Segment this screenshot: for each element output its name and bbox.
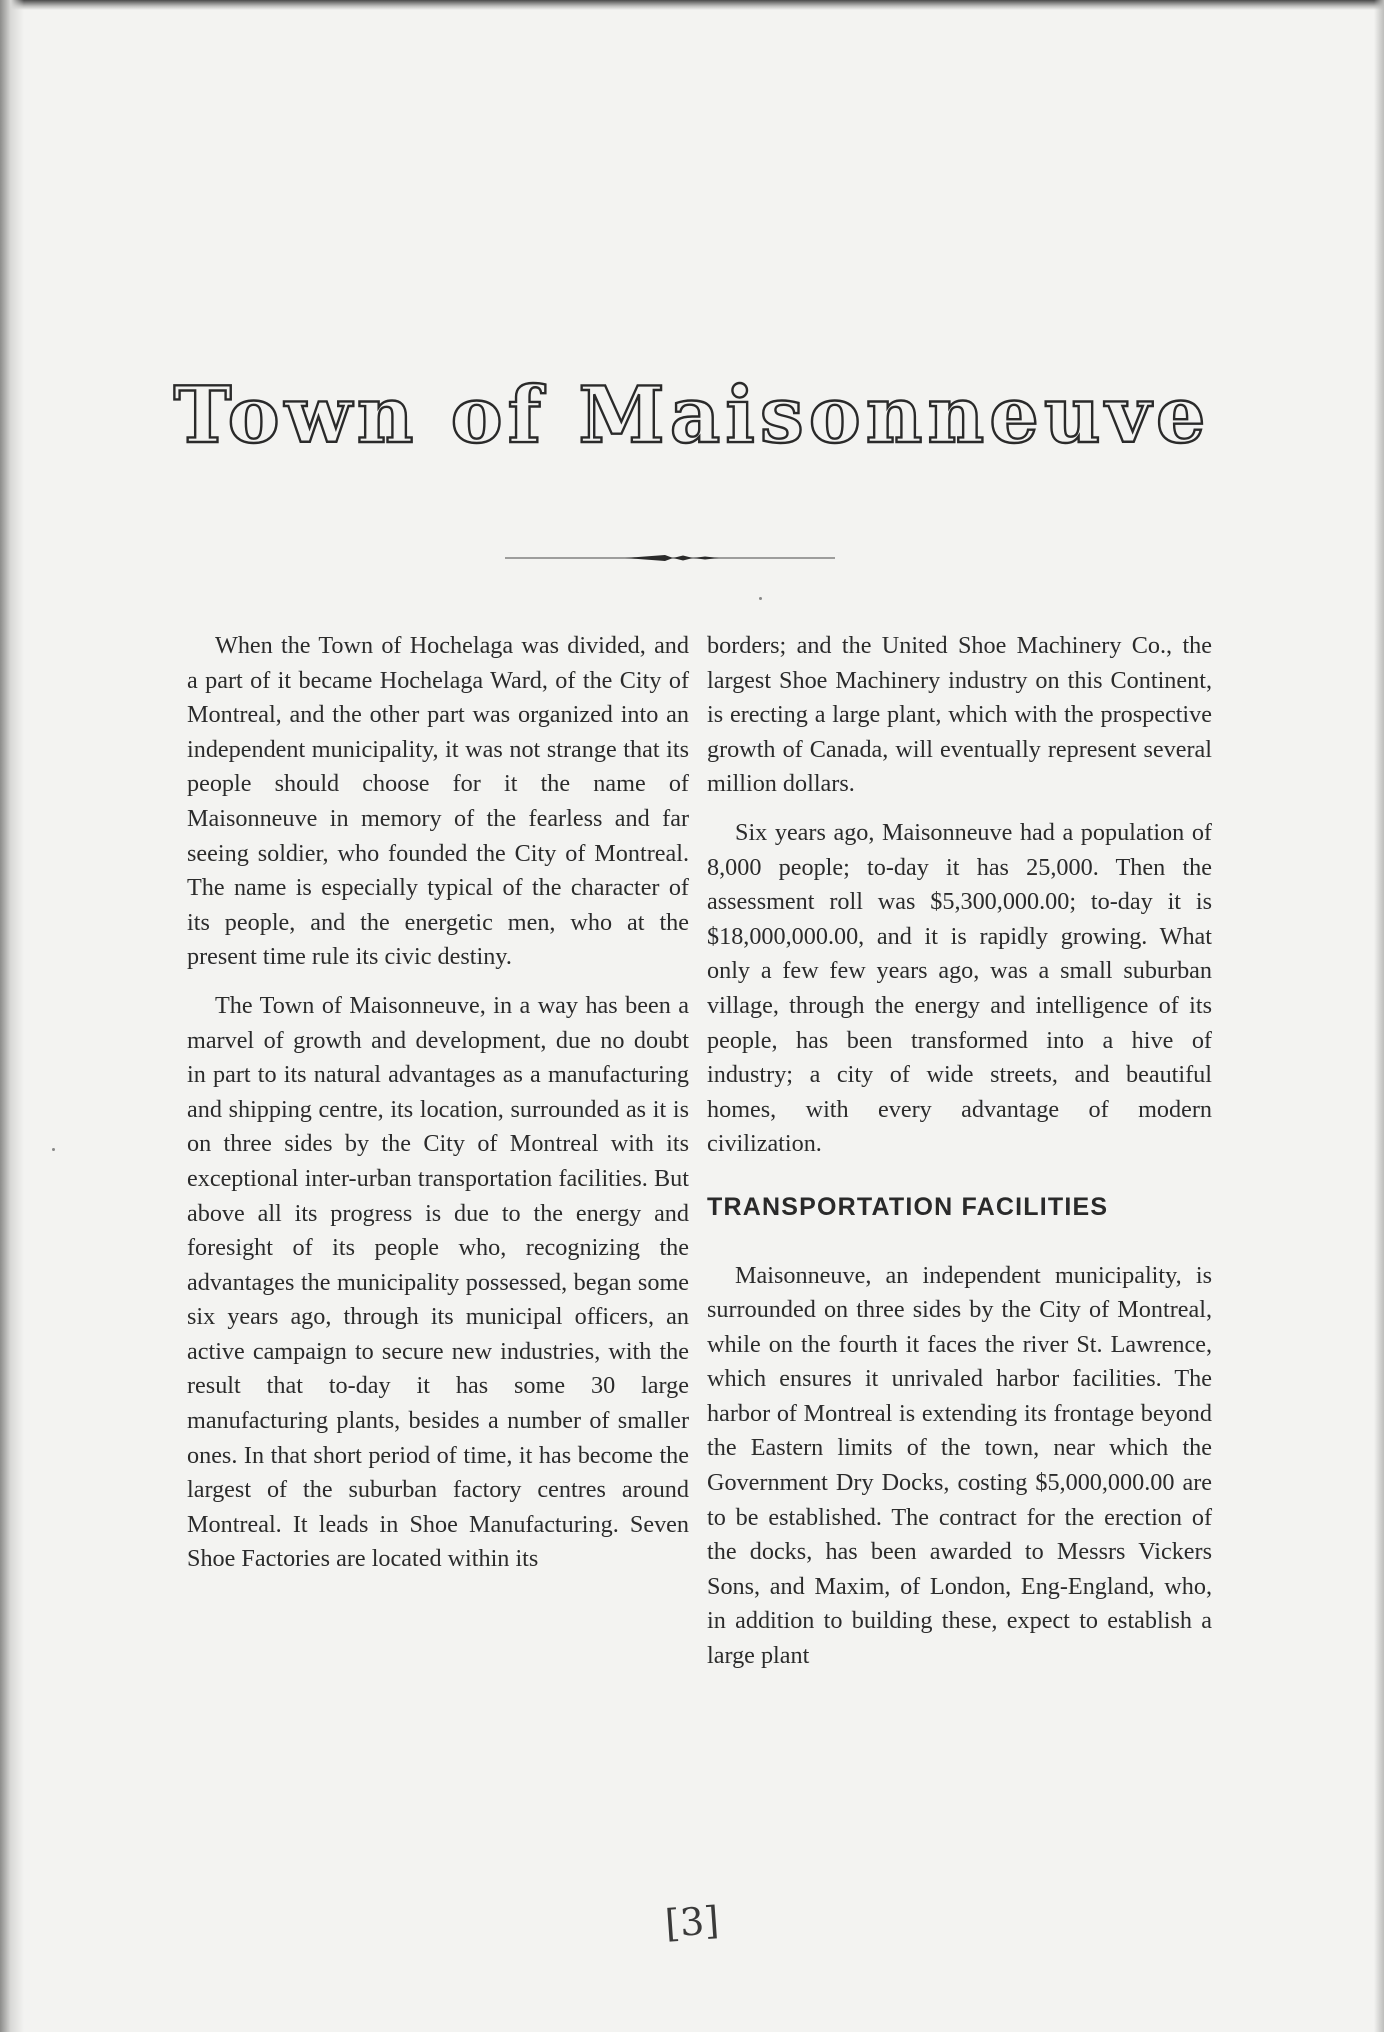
page-title: Town of Maisonneuve: [173, 370, 1211, 461]
paragraph-hochelaga: When the Town of Hochelaga was divided, and a part of it became Hochelaga Ward, of the City of Montreal, and the other part was organized into an independent municipality, it was not strange that its people should choose for it the name of Maisonneuve in memory of the fearless and far seeing soldier, who founded the City of Montreal. The name is especially typical of the character of its people, and the energetic men, who at the present time rule its civic destiny.: [187, 632, 689, 971]
scan-speck: [52, 1148, 55, 1151]
scan-right-edge: [1374, 0, 1384, 2032]
paragraph-population: Six years ago, Maisonneuve had a population of 8,000 people; to-day it has 25,000. Then the assessment roll was $5,300,000.00; to-day it is $18,000,000.00, and it is rapidly growing. What only a few few years ago, was a small suburban village, through the energy and intelligence of its people, has been transformed into a hive of industry; a city of wide streets, and beautiful homes, with every advantage of modern civilization.: [707, 818, 1212, 1158]
left-text-column: [187, 629, 689, 1591]
paragraph-continuation: borders; and the United Shoe Machinery Co., the largest Shoe Machinery industry on this Continent, is erecting a large plant, which with the prospective growth of Canada, will eventually represent several million dollars.: [707, 632, 1212, 798]
page-number: [3]: [663, 1898, 721, 1946]
section-heading-transportation: TRANSPORTATION FACILITIES: [707, 1192, 1109, 1221]
scan-speck: [759, 597, 762, 600]
title-divider-ornament: [505, 545, 835, 571]
right-text-column: [707, 629, 1212, 1688]
paragraph-transportation: Maisonneuve, an independent municipality, is surrounded on three sides by the City of Montreal, while on the fourth it faces the river St. Lawrence, which ensures it unrivaled harbor facilities. The harbor of Montreal is extending its frontage beyond the Eastern limits of the town, near which the Government Dry Docks, costing $5,000,000.00 are to be established. The contract for the erection of the docks, has been awarded to Messrs Vickers Sons, and Maxim, of London, Eng-England, who, in addition to building these, expect to establish a large plant: [707, 1261, 1212, 1670]
scan-top-edge: [0, 0, 1384, 10]
scan-binding-edge: [0, 0, 24, 2032]
paragraph-growth: The Town of Maisonneuve, in a way has been a marvel of growth and development, due no doubt in part to its natural advantages as a manufacturing and shipping centre, its location, surrounded as it is on three sides by the City of Montreal with its exceptional inter-urban transportation facilities. But above all its progress is due to the energy and foresight of its people who, recognizing the advantages the municipality possessed, began some six years ago, through its municipal officers, an active campaign to secure new industries, with the result that to-day it has some 30 large manufacturing plants, besides a number of smaller ones. In that short period of time, it has become the largest of the suburban factory centres around Montreal. It leads in Shoe Manufacturing. Seven Shoe Factories are located within its: [187, 991, 689, 1573]
